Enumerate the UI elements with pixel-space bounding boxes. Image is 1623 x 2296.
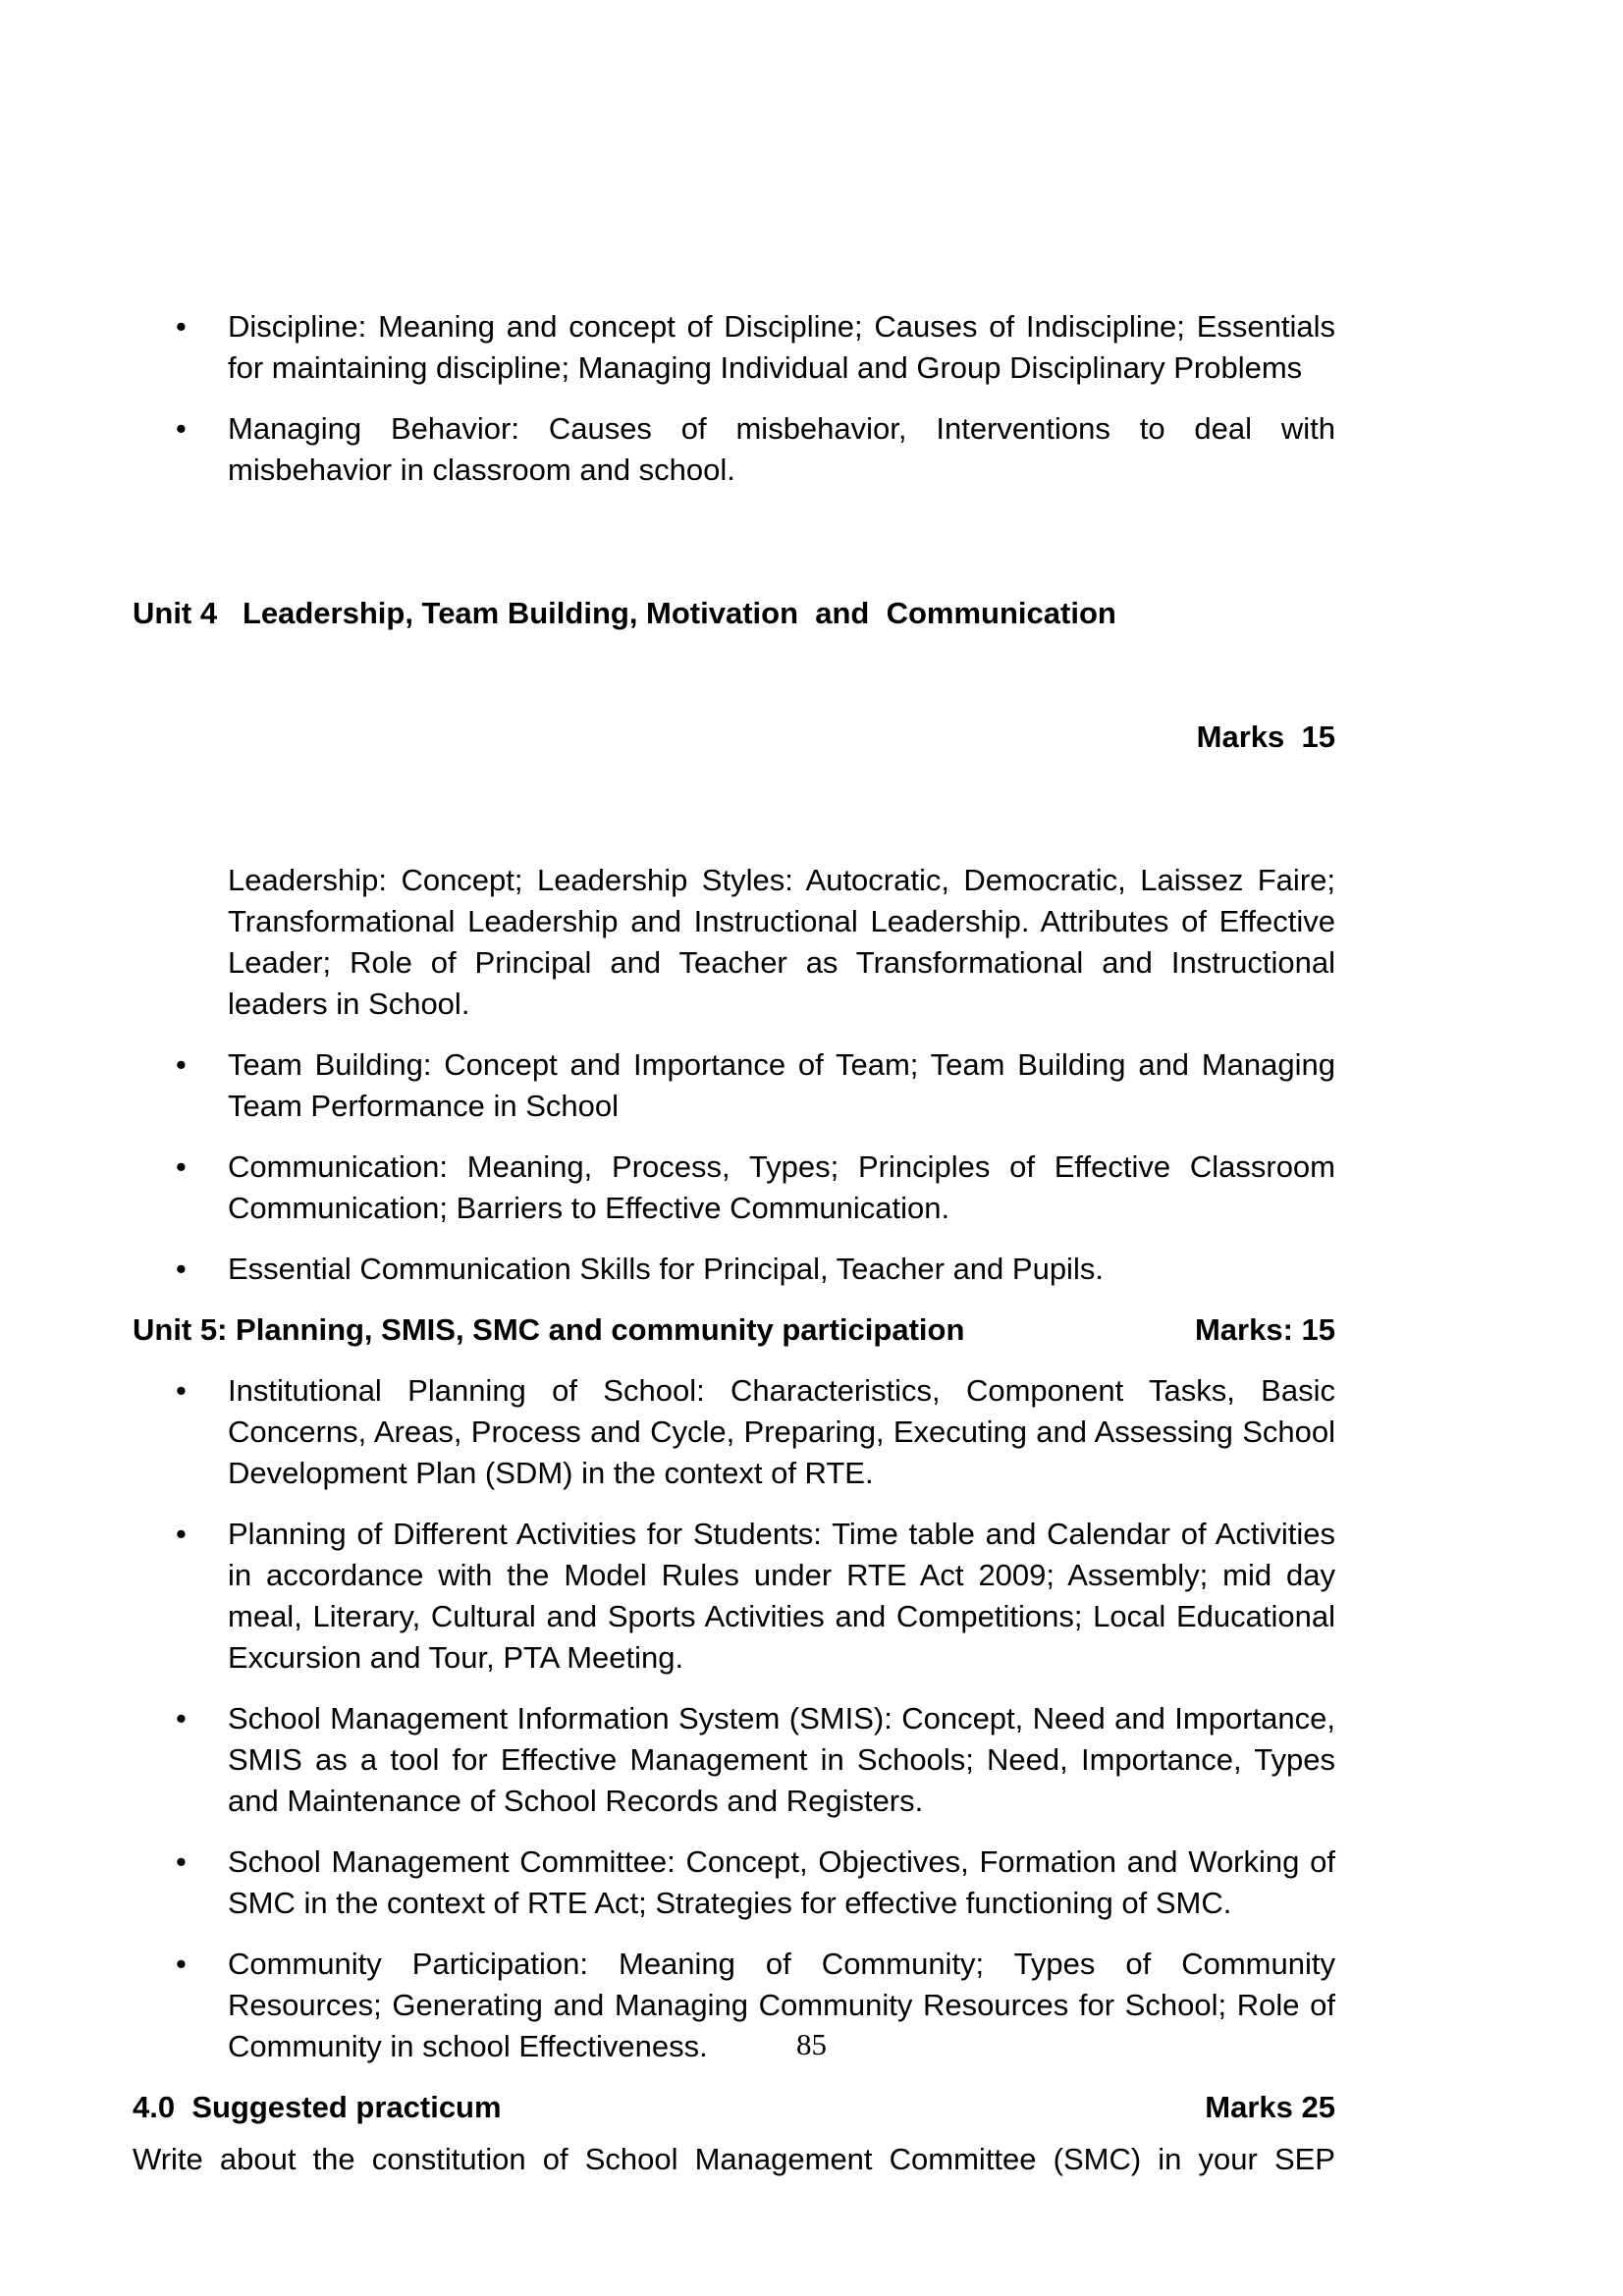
bullet-text: Essential Communication Skills for Principal, Teacher and Pupils. <box>228 1252 1104 1286</box>
bullet-text: Team Building: Concept and Importance of Team; Team Building and Managing Team Performance in School <box>228 1047 1335 1123</box>
page-content <box>133 306 1335 2180</box>
bullet-icon: • <box>176 1517 187 1551</box>
bullet-icon: • <box>176 1047 187 1082</box>
bullet-item-communication <box>133 1147 1335 1229</box>
bullet-item-planning-activities <box>133 1514 1335 1679</box>
paragraph-write-about: Write about the constitution of School Management Committee (SMC) in your SEP <box>133 2142 1335 2176</box>
section-heading-unit5 <box>133 1309 1335 1351</box>
bullet-text: Planning of Different Activities for Students: Time table and Calendar of Activities in accordance with the Model Rules under RTE Act 2009; Assembly; mid day meal, Literary, Cultural and Sports Activities and Competitions; Local Educational Excursion and Tour, PTA Meeting. <box>228 1517 1335 1675</box>
bullet-icon: • <box>176 309 187 344</box>
bullet-icon: • <box>176 1701 187 1735</box>
unit4-title: Unit 4 Leadership, Team Building, Motivation and Communication <box>133 596 1116 630</box>
bullet-item-smc <box>133 1842 1335 1924</box>
bullet-icon: • <box>176 1149 187 1184</box>
bullet-text: Community Participation: Meaning of Community; Types of Community Resources; Generating and Managing Community Resources for School; Role of Community in school Effectiveness. <box>228 1947 1335 2063</box>
section-heading-practicum <box>133 2087 1335 2128</box>
bullet-icon: • <box>176 1373 187 1408</box>
practicum-marks: Marks 25 <box>1205 2090 1335 2124</box>
bullet-text: Communication: Meaning, Process, Types; Principles of Effective Classroom Communication; Barriers to Effective Communication. <box>228 1149 1335 1225</box>
unit5-marks: Marks: 15 <box>1194 1312 1335 1347</box>
page-number: 85 <box>796 2027 827 2061</box>
section-heading-unit4 <box>133 510 1335 840</box>
bullet-item-team-building <box>133 1044 1335 1127</box>
bullet-text: Institutional Planning of School: Characteristics, Component Tasks, Basic Concerns, Areas, Process and Cycle, Preparing, Executing and Assessing School Development Plan (SDM) in the context of RTE. <box>228 1373 1335 1490</box>
bullet-text: School Management Information System (SMIS): Concept, Need and Importance, SMIS as a tool for Effective Management in Schools; Need, Importance, Types and Maintenance of School Records and Registers. <box>228 1701 1335 1818</box>
bullet-icon: • <box>176 1947 187 1981</box>
bullet-item-smis <box>133 1698 1335 1822</box>
unit4-marks: Marks 15 <box>1196 720 1335 754</box>
bullet-item-managing-behavior <box>133 408 1335 491</box>
bullet-text: Managing Behavior: Causes of misbehavior, Interventions to deal with misbehavior in classroom and school. <box>228 411 1335 487</box>
unit5-title: Unit 5: Planning, SMIS, SMC and community participation <box>133 1312 965 1347</box>
bullet-icon: • <box>176 1844 187 1879</box>
bullet-text: Discipline: Meaning and concept of Discipline; Causes of Indiscipline; Essentials for maintaining discipline; Managing Individual and Group Disciplinary Problems <box>228 309 1335 385</box>
practicum-title: 4.0 Suggested practicum <box>133 2090 502 2124</box>
bullet-item-institutional-planning <box>133 1370 1335 1494</box>
bullet-text: School Management Committee: Concept, Objectives, Formation and Working of SMC in the context of RTE Act; Strategies for effective functioning of SMC. <box>228 1844 1335 1920</box>
bullet-item-discipline <box>133 306 1335 389</box>
paragraph-leadership: Leadership: Concept; Leadership Styles: Autocratic, Democratic, Laissez Faire; Transformational Leadership and Instructional Leadership. Attributes of Effective Leader; Role of Principal and Teacher as Transformational and Instructional leaders in School. <box>228 863 1335 1021</box>
bullet-icon: • <box>176 411 187 446</box>
bullet-item-essential-skills <box>133 1249 1335 1290</box>
bullet-icon: • <box>176 1252 187 1286</box>
